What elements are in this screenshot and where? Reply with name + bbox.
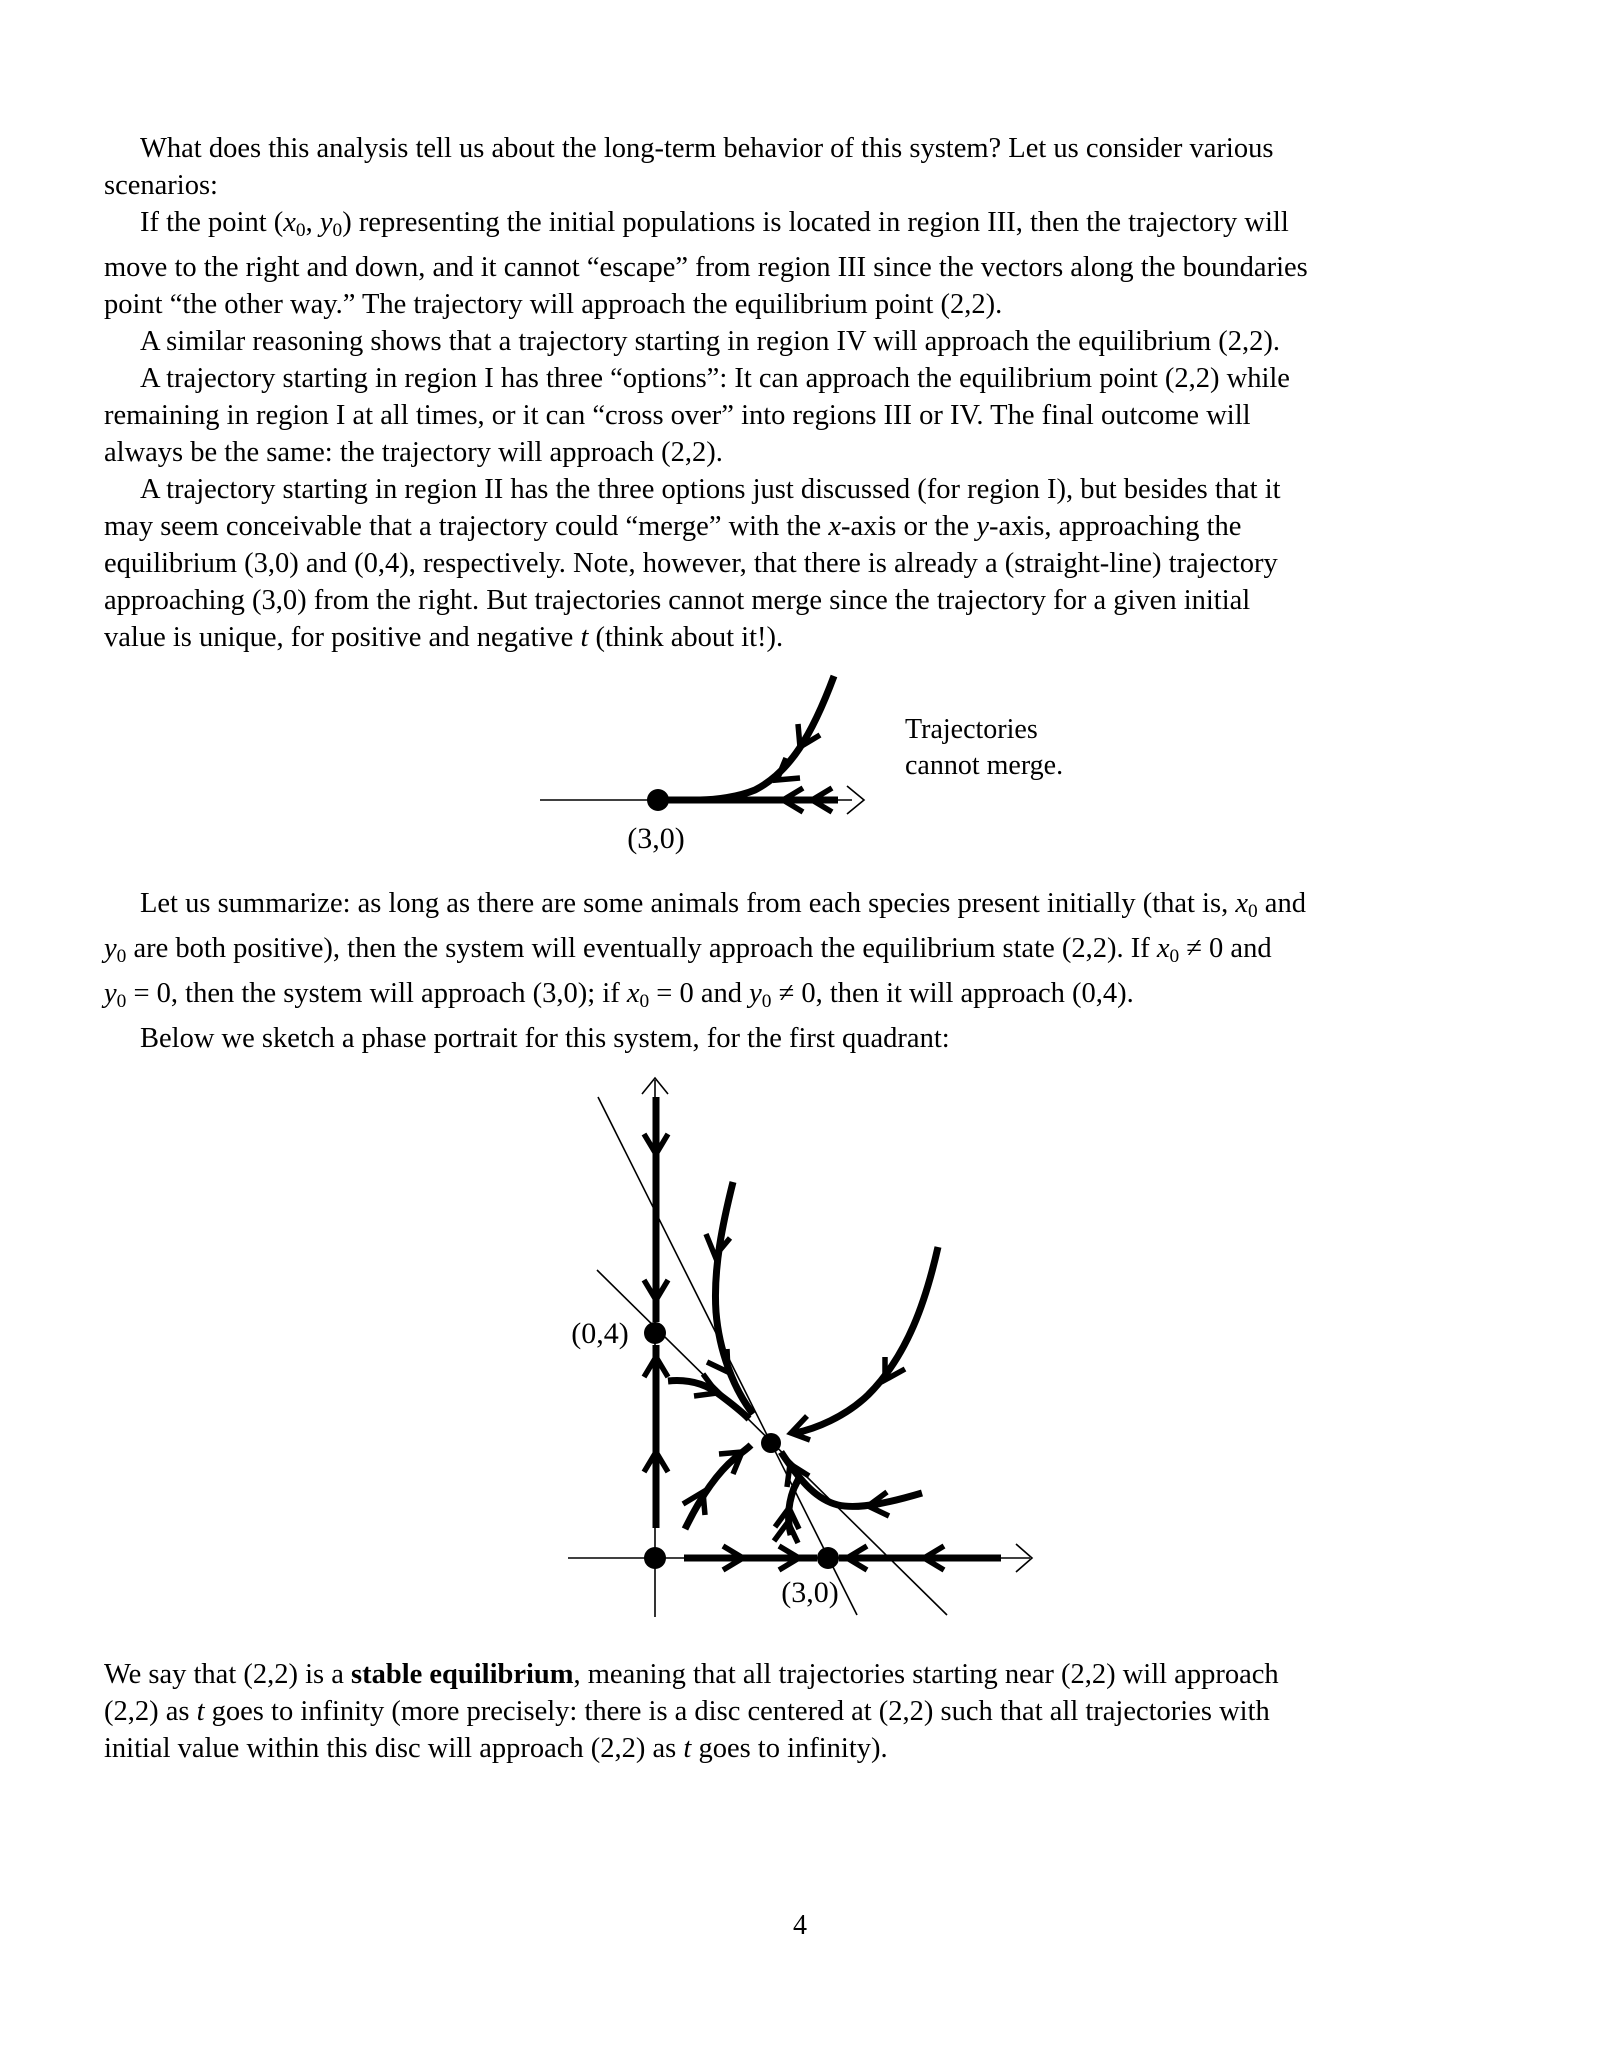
trajectory-region-ii [715, 1182, 753, 1414]
trajectory-upper-right [795, 1247, 938, 1433]
equilibrium-dot-0-4 [644, 1322, 666, 1344]
text-line: Below we sketch a phase portrait for this system, for the first quadrant: [140, 1022, 950, 1054]
caption-line: cannot merge. [905, 750, 1064, 781]
text-line: point “the other way.” The trajectory will approach the equilibrium point (2,2). [104, 288, 1003, 320]
text-line: (2,2) as t goes to infinity (more precisely: there is a disc centered at (2,2) such that all trajectories with [104, 1696, 1270, 1727]
figure-caption [905, 712, 1063, 784]
text-line: approaching (3,0) from the right. But trajectories cannot merge since the trajectory for a given initial [104, 584, 1251, 616]
caption-line: Trajectories [905, 714, 1038, 745]
text-line: move to the right and down, and it cannot “escape” from region III since the vectors along the boundaries [104, 251, 1308, 283]
paragraphs-middle [104, 885, 1524, 1057]
trajectory-lower-right [781, 1452, 922, 1506]
label-0-4: (0,4) [571, 1317, 629, 1350]
point-label: (3,0) [627, 822, 685, 855]
page-number: 4 [793, 1910, 807, 1941]
figure-phase-portrait [540, 1050, 1080, 1630]
arrow-icon [707, 1349, 728, 1372]
equilibrium-dot-origin [644, 1547, 666, 1569]
text-line: always be the same: the trajectory will approach (2,2). [104, 436, 723, 468]
equilibrium-dot-3-0 [647, 789, 669, 811]
text-line: scenarios: [104, 170, 218, 201]
text-line: may seem conceivable that a trajectory could “merge” with the x-axis or the y-axis, approaching the [104, 510, 1242, 542]
equilibrium-dot-2-2 [761, 1433, 781, 1453]
text-line: We say that (2,2) is a stable equilibrium, meaning that all trajectories starting near (2,2) will approach [104, 1659, 1279, 1690]
text-line: If the point (x0, y0) representing the initial populations is located in region III, then the trajectory will [140, 207, 1289, 241]
label-3-0: (3,0) [781, 1576, 839, 1609]
text-line: A similar reasoning shows that a trajectory starting in region IV will approach the equilibrium (2,2). [140, 325, 1280, 357]
text-line: remaining in region I at all times, or it can “cross over” into regions III or IV. The final outcome will [104, 399, 1251, 431]
equilibrium-dot-3-0 [817, 1547, 839, 1569]
text-line: equilibrium (3,0) and (0,4), respectively. Note, however, that there is already a (straight-line) trajectory [104, 547, 1278, 579]
text-line: y0 are both positive), then the system will eventually approach the equilibrium state (2,2). If x0 ≠ 0 and [104, 932, 1272, 967]
text-line: Let us summarize: as long as there are some animals from each species present initially (that is, x0 and [140, 888, 1306, 922]
text-line: y0 = 0, then the system will approach (3,0); if x0 = 0 and y0 ≠ 0, then it will approach (0,4). [104, 977, 1134, 1012]
paragraphs-top [104, 130, 1524, 656]
text-line: initial value within this disc will approach (2,2) as t goes to infinity). [104, 1733, 888, 1764]
text-line: What does this analysis tell us about the long-term behavior of this system? Let us consider various [140, 133, 1274, 164]
paragraphs-bottom [104, 1656, 1524, 1767]
text-line: value is unique, for positive and negative t (think about it!). [104, 621, 784, 653]
text-line: A trajectory starting in region I has three “options”: It can approach the equilibrium point (2,2) while [140, 362, 1290, 394]
text-line: A trajectory starting in region II has the three options just discussed (for region I), but besides that it [140, 473, 1281, 505]
